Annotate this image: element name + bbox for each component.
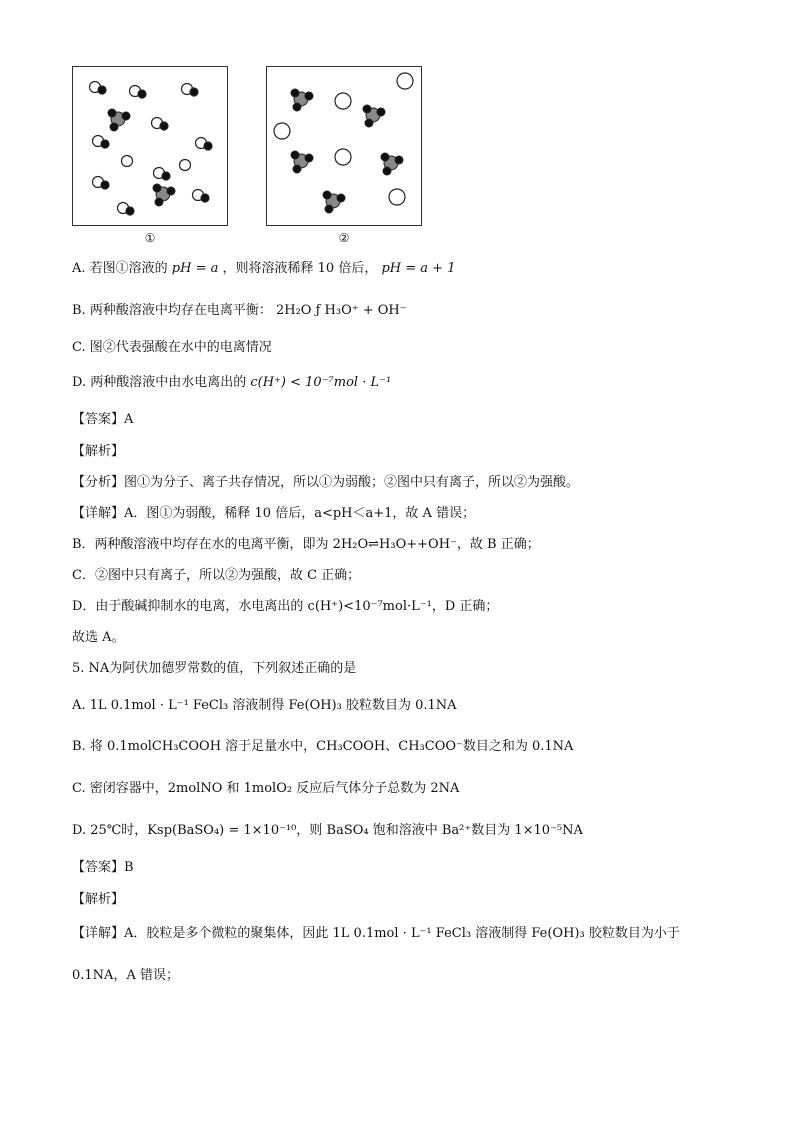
q4-detail-c: C．②图中只有离子，所以②为强酸，故 C 正确； [72, 568, 361, 583]
figure-1-label: ① [144, 231, 156, 245]
q5-option-d: D. 25℃时，Ksp(BaSO₄) = 1×10⁻¹⁰，则 BaSO₄ 饱和溶液中 Ba²⁺数目为 1×10⁻⁵NA [72, 823, 583, 838]
q4-detail-b: B．两种酸溶液中均存在水的电离平衡，即为 2H₂O⇌H₃O++OH⁻，故 B 正确； [72, 537, 540, 552]
q4-option-a [72, 260, 455, 278]
q5-detail-a-line2: 0.1NA，A 错误； [72, 968, 179, 983]
q5-analysis-heading: 【解析】 [72, 892, 125, 907]
figure-2-particles [267, 67, 421, 225]
q4-option-d [72, 374, 391, 392]
q5-option-c: C. 密闭容器中，2molNO 和 1molO₂ 反应后气体分子总数为 2NA [72, 781, 460, 796]
q4-fenxi: 【分析】图①为分子、离子共存情况，所以①为弱酸；②图中只有离子，所以②为强酸。 [72, 475, 580, 490]
q4-analysis-heading: 【解析】 [72, 444, 125, 459]
q4-conclusion: 故选 A。 [72, 630, 125, 645]
q4-option-a-mid: ，则将溶液稀释 10 倍后， [222, 261, 378, 276]
q4-detail-d: D．由于酸碱抑制水的电离，水电离出的 c(H⁺)<10⁻⁷mol·L⁻¹，D 正确； [72, 599, 499, 614]
figure-2-strong-acid [266, 66, 422, 245]
figure-row [72, 66, 432, 246]
q4-option-d-prefix: D. 两种酸溶液中由水电离出的 [72, 375, 247, 390]
q5-option-a: A. 1L 0.1mol · L⁻¹ FeCl₃ 溶液制得 Fe(OH)₃ 胶粒数目为 0.1NA [72, 698, 457, 713]
figure-2-label: ② [338, 231, 350, 245]
q4-detail-a: 【详解】A．图①为弱酸，稀释 10 倍后，a<pH＜a+1，故 A 错误； [72, 506, 476, 521]
q5-detail-a-line1: 【详解】A．胶粒是多个微粒的聚集体，因此 1L 0.1mol · L⁻¹ FeCl₃ 溶液制得 Fe(OH)₃ 胶粒数目为小于 [72, 926, 680, 941]
q4-option-a-ph2: pH = a + 1 [381, 261, 456, 276]
q4-option-c: C. 图②代表强酸在水中的电离情况 [72, 340, 272, 355]
q4-answer: 【答案】A [72, 412, 134, 427]
q4-option-a-prefix: A. 若图①溶液的 [72, 261, 168, 276]
q4-option-d-expr: c(H⁺) < 10⁻⁷mol · L⁻¹ [250, 375, 392, 390]
figure-1-weak-acid [72, 66, 228, 245]
q4-option-a-ph1: pH = a [171, 261, 219, 276]
q5-answer: 【答案】B [72, 860, 134, 875]
figure-1-particles [73, 67, 227, 225]
q4-option-b-equation: 2H₂O ƒ H₃O⁺ + OH⁻ [275, 303, 407, 318]
q5-option-b: B. 将 0.1molCH₃COOH 溶于足量水中，CH₃COOH、CH₃COO⁻数目之和为 0.1NA [72, 739, 574, 754]
q4-option-b [72, 302, 407, 320]
q4-option-b-prefix: B. 两种酸溶液中均存在电离平衡： [72, 303, 272, 318]
q5-stem: 5. NA为阿伏加德罗常数的值，下列叙述正确的是 [72, 661, 357, 676]
